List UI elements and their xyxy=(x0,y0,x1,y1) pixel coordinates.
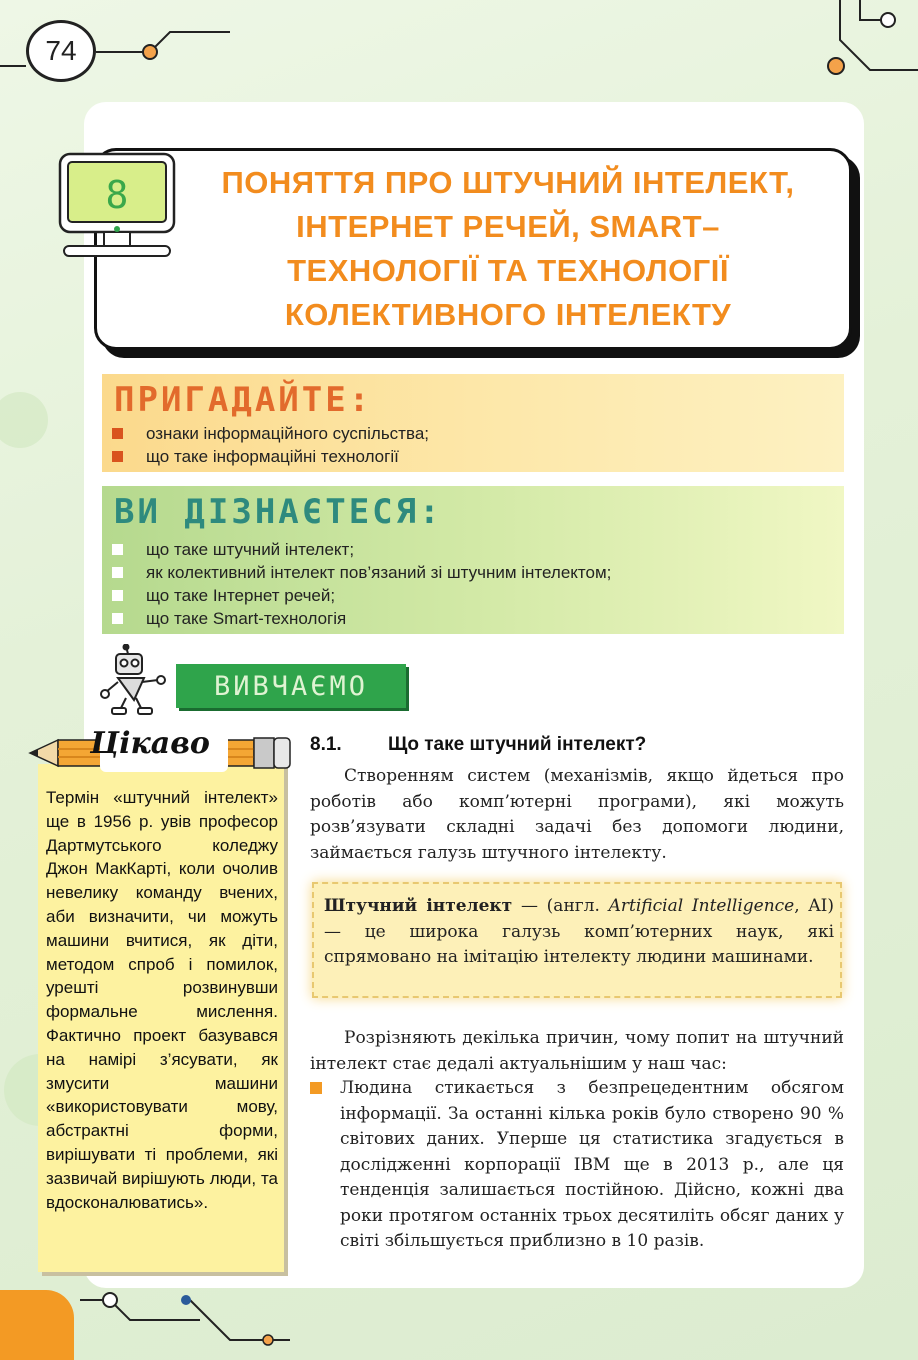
chapter-title: ПОНЯТТЯ ПРО ШТУЧНИЙ ІНТЕЛЕКТ, ІНТЕРНЕТ РЕЧЕЙ, SMART–ТЕХНОЛОГІЇ ТА ТЕХНОЛОГІЇ КОЛЕКТИВНОГО ІНТЕЛЕКТУ xyxy=(221,165,795,332)
square-bullet-icon xyxy=(112,613,123,624)
monitor-icon xyxy=(56,152,178,262)
list-item: Людина стикається з безпрецедентним обсягом інформації. За останні кілька років було створено 90 % світових даних. Уперше ця статистика згадується в дослідженні корпорації IBM ще в 2013 р., але ця тенденція залишається постійною. Дійсно, кожні два роки протягом останніх трьох десятиліть обсяг даних у світі збільшується приблизно в 10 разів. xyxy=(310,1076,844,1255)
learn-list xyxy=(112,538,611,630)
square-bullet-icon xyxy=(112,590,123,601)
paragraph-intro: Створенням систем (механізмів, якщо йдеться про роботів або комп’ютерні програми), які можуть розв’язувати складні задачі без допомоги людини, займається галузь штучного інтелекту. xyxy=(310,766,844,863)
study-badge: ВИВЧАЄМО xyxy=(176,664,406,708)
learn-heading: ВИ ДІЗНАЄТЕСЯ: xyxy=(114,492,443,532)
square-bullet-icon xyxy=(112,428,123,439)
list-item: що таке штучний інтелект; xyxy=(112,538,611,561)
interesting-label: Цікаво xyxy=(90,726,210,761)
list-item: що таке інформаційні технології xyxy=(112,445,429,468)
definition-english: Artificial Intelligence xyxy=(608,896,795,916)
remember-list xyxy=(112,422,429,468)
section-number: 8.1. xyxy=(310,734,342,755)
interesting-fact-text: Термін «штучний інтелект» ще в 1956 р. увів професор Дартмутського коледжу Джон МакКарті, коли очолив невелику команду вчених, аби визначити, чи можуть машини вчитися, як діти, методом спроб і помилок, урешті розвинувши формальне мислення. Фактично проект базувався на намірі з’ясувати, як змусити машини «використовувати мову, абстрактні форми, вирішувати ті проблеми, які зазвичай вирішують люди, та вдосконалюватись». xyxy=(46,788,278,1212)
list-item: як колективний інтелект пов’язаний зі штучним інтелектом; xyxy=(112,561,611,584)
orange-corner-decoration xyxy=(0,1290,74,1360)
learn-box xyxy=(102,486,844,634)
square-bullet-icon xyxy=(112,451,123,462)
remember-heading: ПРИГАДАЙТЕ: xyxy=(114,380,373,420)
interesting-fact-box xyxy=(38,764,284,1272)
chapter-number: 8 xyxy=(105,173,129,217)
square-bullet-icon xyxy=(112,567,123,578)
definition-term: Штучний інтелект xyxy=(324,896,513,916)
section-heading xyxy=(310,734,646,756)
section-title: Що таке штучний інтелект? xyxy=(388,734,647,755)
reasons-list xyxy=(310,1076,844,1255)
chapter-title-box xyxy=(94,148,852,350)
list-item: що таке Smart-технологія xyxy=(112,607,611,630)
robot-icon xyxy=(98,644,168,718)
paragraph-reasons-intro: Розрізняють декілька причин, чому попит на штучний інтелект стає дедалі актуальнішим у наш час: xyxy=(310,1028,844,1074)
definition-text: Штучний інтелект — (англ. Artificial Intelligence, AI) — це широка галузь комп’ютерних наук, які спрямовано на імітацію інтелекту людини машинами. xyxy=(324,896,835,967)
list-item: що таке Інтернет речей; xyxy=(112,584,611,607)
square-bullet-icon xyxy=(112,544,123,555)
definition-box xyxy=(312,882,842,998)
remember-box xyxy=(102,374,844,472)
square-bullet-icon xyxy=(310,1082,322,1094)
page-number: 74 xyxy=(26,20,96,82)
list-item: ознаки інформаційного суспільства; xyxy=(112,422,429,445)
